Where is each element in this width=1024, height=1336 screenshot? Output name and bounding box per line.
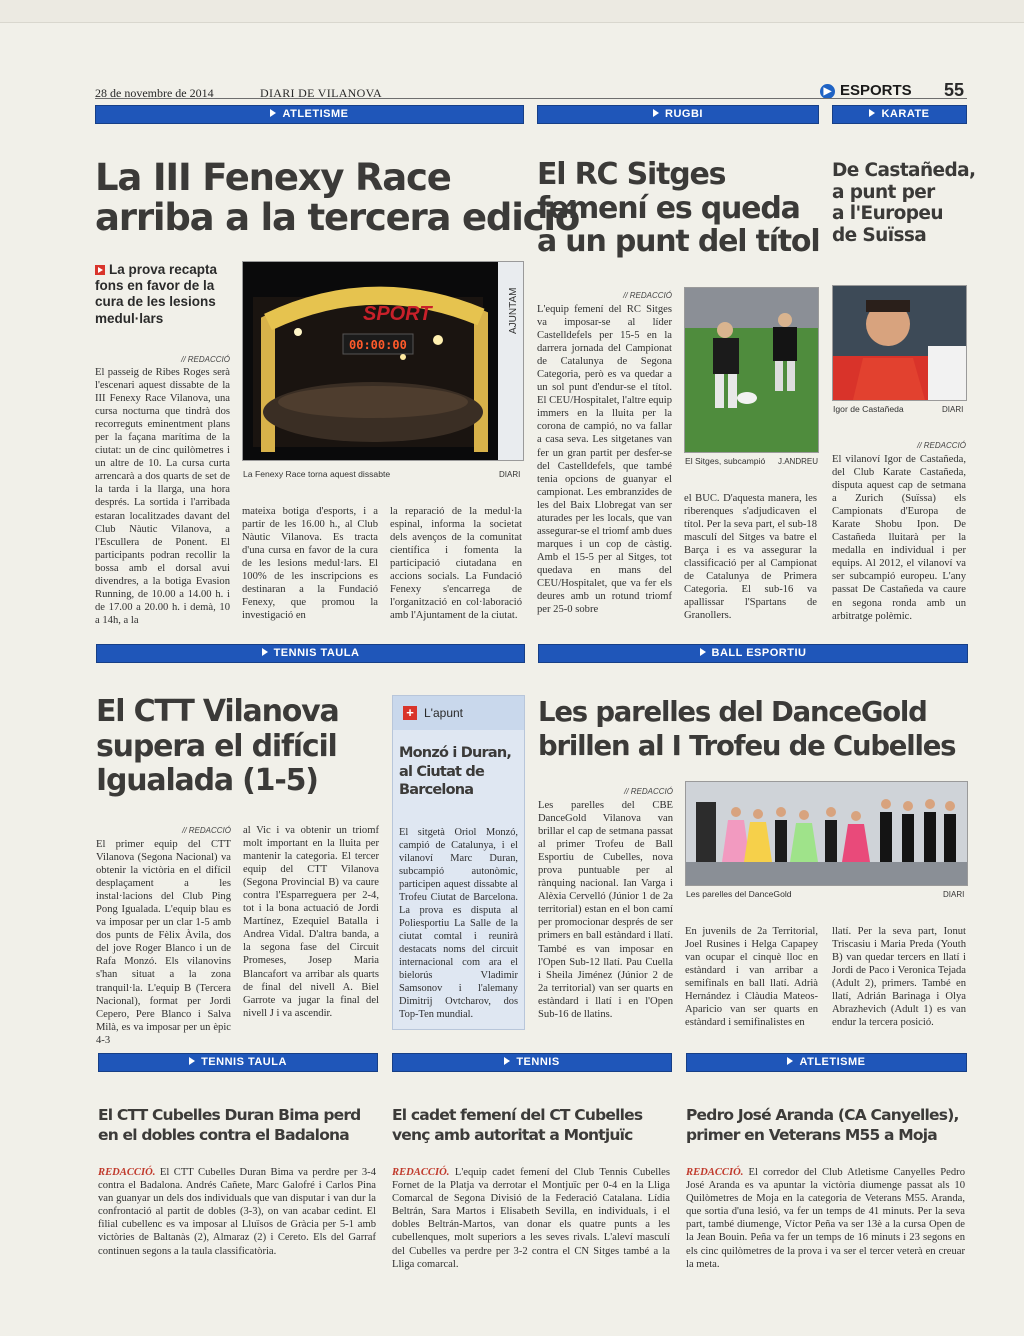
chevron-right-icon: ▶ (820, 84, 835, 99)
headline-line: Les parelles del DanceGold (538, 696, 927, 728)
side-sign-text: AJUNTAM (508, 287, 519, 334)
kicker-text: BALL ESPORTIU (711, 647, 807, 659)
brief-text: El corredor del Club Atletisme Canyelles Pedro José Aranda es va apuntar la victòria diumenge passat als 10 Quilòmetres de Moja en la categoria de Veterans M55. Aranda, que sortia d'una lesió, va fer un temps de 41 minuts. Per la seva part, també diumenge, Víctor Peña va ser 13è a la cursa Open de la Jean Bouin. Peña va fer un temps de 16 minuts i 23 segons en els cinc quilòmetres de la prova i va ser el tercer veterà en creuar la meta. (686, 1167, 965, 1270)
body-brief-ctt-cubelles (98, 1166, 376, 1258)
brief-lead: REDACCIÓ. (686, 1167, 744, 1178)
body-dance-col3: llatí. Per la seva part, Ionut Triscasiu i Maria Preda (Youth B) van quedar tercers en llatí i Jordi de Paco i Veronica Tejada (Adult 2), primers. També en llatí, Adrián Barinaga i Olya Abrazhevich (Adult 1) es van endur la tercera posició. (832, 926, 966, 1029)
rugby-players-photo (685, 288, 818, 452)
kicker-text: KARATE (881, 108, 930, 120)
arrow-icon (504, 1057, 510, 1065)
section-label-text: ESPORTS (840, 82, 912, 99)
headline-line: femení es queda (537, 190, 800, 226)
headline-line: primer en Veterans M55 a Moja (686, 1126, 937, 1145)
kicker-ball-esportiu (538, 644, 968, 663)
arrow-icon (270, 109, 276, 117)
headline-line: en el dobles contra el Badalona (98, 1126, 349, 1145)
brief-text: L'equip cadet femení del Club Tennis Cubelles Fornet de la Platja va derrotar el Montjuïc per 0-4 en la Lliga Comarcal de Segona Divisió de la Federació Catalana. Lídia Beltrán, Sara Martos i Elisabeth Sevilla, en individuals, i el dobles Beltrán-Martos, van donar els quatre punts a les cubellenques, molt superiors a les seves rivals. L'aleví masculí del Cubelles va perdre per 3-2 contra el CN Sitges també a la Lliga comarcal. (392, 1167, 670, 1270)
headline-brief-atletisme (686, 1105, 959, 1145)
headline-line: El CTT Cubelles Duran Bima perd (98, 1106, 361, 1124)
headline-line: arriba a la tercera edició (95, 195, 580, 239)
kicker-rugbi (537, 105, 819, 124)
red-arrow-icon (95, 265, 105, 275)
headline-line: al Ciutat de (399, 763, 485, 780)
byline-dance: // REDACCIÓ (624, 787, 673, 796)
dance-couples-photo (686, 782, 967, 885)
photo-karate (832, 285, 967, 401)
byline-fenexy: // REDACCIÓ (181, 355, 230, 364)
section-label (820, 82, 912, 99)
byline-rugby: // REDACCIÓ (623, 291, 672, 300)
banner-text: SPORT (363, 303, 432, 325)
headline-dance (538, 695, 955, 763)
apunt-body: El sitgetà Oriol Monzó, campió de Catalunya, i el vilanoví Marc Duran, subcampió autonòmic, participen aquest dissabte al Trofeu Ciutat de Barcelona. La prova es disputa al Poliesportiu La Salle de la ciutat comtal i reunirà destacats noms del circuit internacional com ara el bielorús Vladimir Samsonov i l'alemany Dimitrij Ovtcharov, dos Top-Ten mundial. (399, 827, 518, 1020)
kicker-text: TENNIS TAULA (201, 1056, 287, 1068)
plus-icon: + (403, 706, 417, 720)
subtitle-text: La prova recapta fons en favor de la cura de les lesions medul·lars (95, 262, 218, 326)
headline-line: Igualada (1-5) (96, 763, 318, 798)
brief-lead: REDACCIÓ. (392, 1167, 450, 1178)
kicker-text: TENNIS TAULA (273, 647, 360, 659)
arrow-icon (189, 1057, 195, 1065)
brief-lead: REDACCIÓ. (98, 1167, 156, 1178)
headline-line: a l'Europeu (832, 203, 943, 225)
headline-line: a punt per (832, 181, 935, 203)
apunt-tab (393, 696, 524, 730)
newspaper-name: DIARI DE VILANOVA (260, 86, 382, 100)
karateka-portrait (833, 286, 966, 400)
headline-line: Barcelona (399, 782, 474, 799)
apunt-headline (399, 744, 511, 800)
body-fenexy-col3: la reparació de la medul·la espinal, informa la societat dels avenços de la comunitat científica i fomenta la participació ciutadana en accions socials. La Fundació Fenexy s'encarrega de l'organització en col·laboració amb l'Ajuntament de la ciutat. (390, 506, 522, 622)
caption-karate: Igor de Castañeda (833, 404, 904, 414)
race-night-photo (243, 262, 523, 460)
body-rugby-col1: L'equip femení del RC Sitges va imposar-se al líder Castelldefels per 15-5 en la darrera jornada del Campionat de Catalunya de Segona Categoria, però es va quedar a un sol punt d'endur-se el títol. El CEU/Hospitalet, l'altre equip immers en la lluita per la corona de campió, no va fallar a casa seva. Les sitgetanes van fer un gran partit per desfer-se del Castelldefels, que també tenia opcions de guanyar el campionat. Les embranzides de les del Baix Llobregat van ser aturades per les locals, que van assegurar-se el triomf amb dues marques i un cop de càstig. Amb el 15-5 per al Sitges, tot quedava en mans del CEU/Hospitalet, que va fer els deures amb un rotund triomf per 25-0 sobre (537, 304, 672, 616)
headline-line: El cadet femení del CT Cubelles (392, 1106, 643, 1124)
page-date: 28 de novembre de 2014 (95, 86, 214, 100)
header-rule (95, 98, 967, 99)
kicker-text: ATLETISME (799, 1056, 866, 1068)
body-fenexy-col2: mateixa botiga d'esports, i a partir de les 16.00 h., al Club Nàutic Vilanova. Es tracta d'una cursa en favor de la cura de les lesions medul·lars. El 100% de les inscripcions es destinaran a la Fundació Fenexy, que promou la investigació en (242, 506, 378, 622)
body-fenexy-col1: El passeig de Ribes Roges serà l'escenari aquest dissabte de la III Fenexy Race Vilanova, una cursa nocturna que tindrà dos recorreguts eminentment plans per la façana marítima de la ciutat: un de cinc quilòmetres i un altre de 10. La cursa curta arrencarà a dos quarts de set de la tarda i la llarga, una hora després. La sortida i l'arribada estaran localitzades davant del Club Nàutic Vilanova, a l'Escullera de Ponent. El participants podran recollir la bossa amb el dorsal avui divendres, a la botiga Evasion Running, de 10.00 a 14.00 h. i de 17.00 a 20.00 h. i demà, 10 a 14h, a la (95, 367, 230, 626)
headline-fenexy (95, 158, 579, 238)
brief-text: El CTT Cubelles Duran Bima va perdre per 3-4 contra el Badalona. Andrés Cañete, Marc Galofré i Carlos Pina van guanyar un dels dos individuals que van disputar i van dur la confrontació al partit de dobles (3-3), on van acabar cedint. El filial cubellenc es va imposar al Lluïsos de Gràcia per 5-1 amb victòries de Baltanàs (2), Almaraz (2) i Cereto. Els del Garraf continuen segons a la taula classificatòria. (98, 1167, 376, 1257)
timer-text: 00:00:00 (349, 338, 407, 352)
headline-line: Monzó i Duran, (399, 745, 512, 761)
photo-rugby (684, 287, 819, 453)
apunt-label: L'apunt (424, 706, 463, 720)
body-brief-tennis (392, 1166, 670, 1271)
headline-line: supera el difícil (96, 728, 337, 764)
page-number: 55 (944, 80, 965, 100)
sidebar-apunt (392, 695, 525, 1030)
kicker-atletisme (95, 105, 524, 124)
body-brief-atletisme (686, 1166, 965, 1271)
headline-line: El CTT Vilanova (96, 694, 339, 729)
headline-brief-tennis (392, 1105, 642, 1145)
kicker-tennis-taula-2 (98, 1053, 378, 1072)
kicker-text: ATLETISME (282, 108, 349, 120)
kicker-karate (832, 105, 967, 124)
body-ctt-col1: El primer equip del CTT Vilanova (Segona Nacional) va obtenir la victòria en el difícil desplaçament a les instal·lacions del Club Ping Pong Igualada. L'equip blau es va imposar per un clar 1-5 amb dos punts de Fèlix Àvila, dos del jove Roger Blanco i un de Rafa Monzó. Els vilanovins s'han situat a la zona tranquil·la. L'equip B (Tercera Nacional), format per Jordi Cepero, Pere Blanco i Salva Milà, es va imposar per un èpic 4-3 (96, 839, 231, 1046)
kicker-text: TENNIS (516, 1056, 560, 1068)
headline-karate (832, 160, 975, 247)
kicker-atletisme-2 (686, 1053, 967, 1072)
arrow-icon (262, 648, 268, 656)
arrow-icon (653, 109, 659, 117)
paper-top-edge (0, 0, 1024, 23)
headline-line: a un punt del títol (537, 224, 820, 260)
kicker-tennis-taula (96, 644, 525, 663)
arrow-icon (869, 109, 875, 117)
headline-line: La III Fenexy Race (95, 156, 451, 199)
credit-dance: DIARI (943, 890, 965, 899)
byline-karate: // REDACCIÓ (917, 441, 966, 450)
headline-line: Pedro José Aranda (CA Canyelles), (686, 1106, 959, 1124)
headline-brief-ctt-cubelles (98, 1105, 360, 1145)
byline-ctt: // REDACCIÓ (182, 826, 231, 835)
headline-line: de Suïssa (832, 224, 927, 246)
body-dance-col1: Les parelles del CBE DanceGold Vilanova van brillar el cap de setmana passat al primer Trofeu de Ball Esportiu de Cubelles, nova prova puntuable per al rànquing nacional. Ian Varga i Alèxia Cervelló (Júnior 1 de 2a territorial) estan en el bon camí per promocionar després de ser primers en ball estàndard i llatí. També es van imposar en l'Open Sub-12 llatí. Pau Cuella i Sheila Jiménez (Júnior 2 de 2a territorial) van ser quarts en estàndard i llatí i en l'Open Sub-16 de llatins. (538, 800, 673, 1020)
body-karate: El vilanoví Igor de Castañeda, del Club Karate Castañeda, disputa aquest cap de setmana a Zurich (Suïssa) els Campionats d'Europa de Karate Shobu Ipon. De Castañeda lluitarà per la medalla en individual i per equips. Al 2012, el vilanoví va ser subcampió europeu. L'any passat De Castañeda va caure en segona ronda amb un arbitratge polèmic. (832, 454, 966, 622)
arrow-icon (787, 1057, 793, 1065)
body-ctt-col2: al Vic i va obtenir un triomf molt important en la lluita per mantenir la categoria. El tercer equip del CTT Vilanova (Segona Provincial B) va caure contra l'Esparreguera per 2-4, tot i la bona actuació de Jordi Martínez, Ezequiel Batalla i Andrea Vidal. D'altra banda, a la segona fase del Circuit Promeses, Josep Maria Blancafort va arribar als quarts de final del nivell A. Biel Garrote va jugar la final del nivell J i va ascendir. (243, 825, 379, 1019)
credit-rugby: J.ANDREU (778, 457, 819, 466)
credit-karate: DIARI (942, 405, 964, 414)
body-dance-col2: En juvenils de 2a Territorial, Joel Rusines i Helga Capapey van ocupar el cinquè lloc en estàndard i van arribar a semifinals en ball llatí. Adrià Hernández i Clàudia Mateos-Aparicio van ser quarts en estàndard i semifinalistes en (685, 926, 818, 1029)
credit-fenexy: DIARI (499, 470, 521, 479)
kicker-tennis (392, 1053, 672, 1072)
caption-dance: Les parelles del DanceGold (686, 889, 792, 899)
caption-rugby: El Sitges, subcampió (685, 456, 766, 466)
headline-rugby (537, 158, 819, 259)
body-rugby-col2: el BUC. D'aquesta manera, les riberenques s'adjudicaven el títol. Per la seva part, el sub-18 masculí del Sitges va batre el Barça i es va assegurar la classificació per al Campionat de Catalunya de Primera Categoria. El sub-16 va apallissar l'Spartans de Granollers. (684, 493, 817, 622)
kicker-text: RUGBI (665, 108, 703, 120)
photo-fenexy-race (242, 261, 524, 461)
headline-ctt (96, 695, 339, 799)
headline-line: venç amb autoritat a Montjuïc (392, 1126, 633, 1145)
photo-dance (685, 781, 968, 886)
subtitle-fenexy (95, 262, 230, 327)
headline-line: De Castañeda, (832, 160, 976, 181)
headline-line: El RC Sitges (537, 157, 726, 192)
arrow-icon (700, 648, 706, 656)
caption-fenexy: La Fenexy Race torna aquest dissabte (243, 469, 391, 479)
headline-line: brillen al I Trofeu de Cubelles (538, 730, 956, 763)
